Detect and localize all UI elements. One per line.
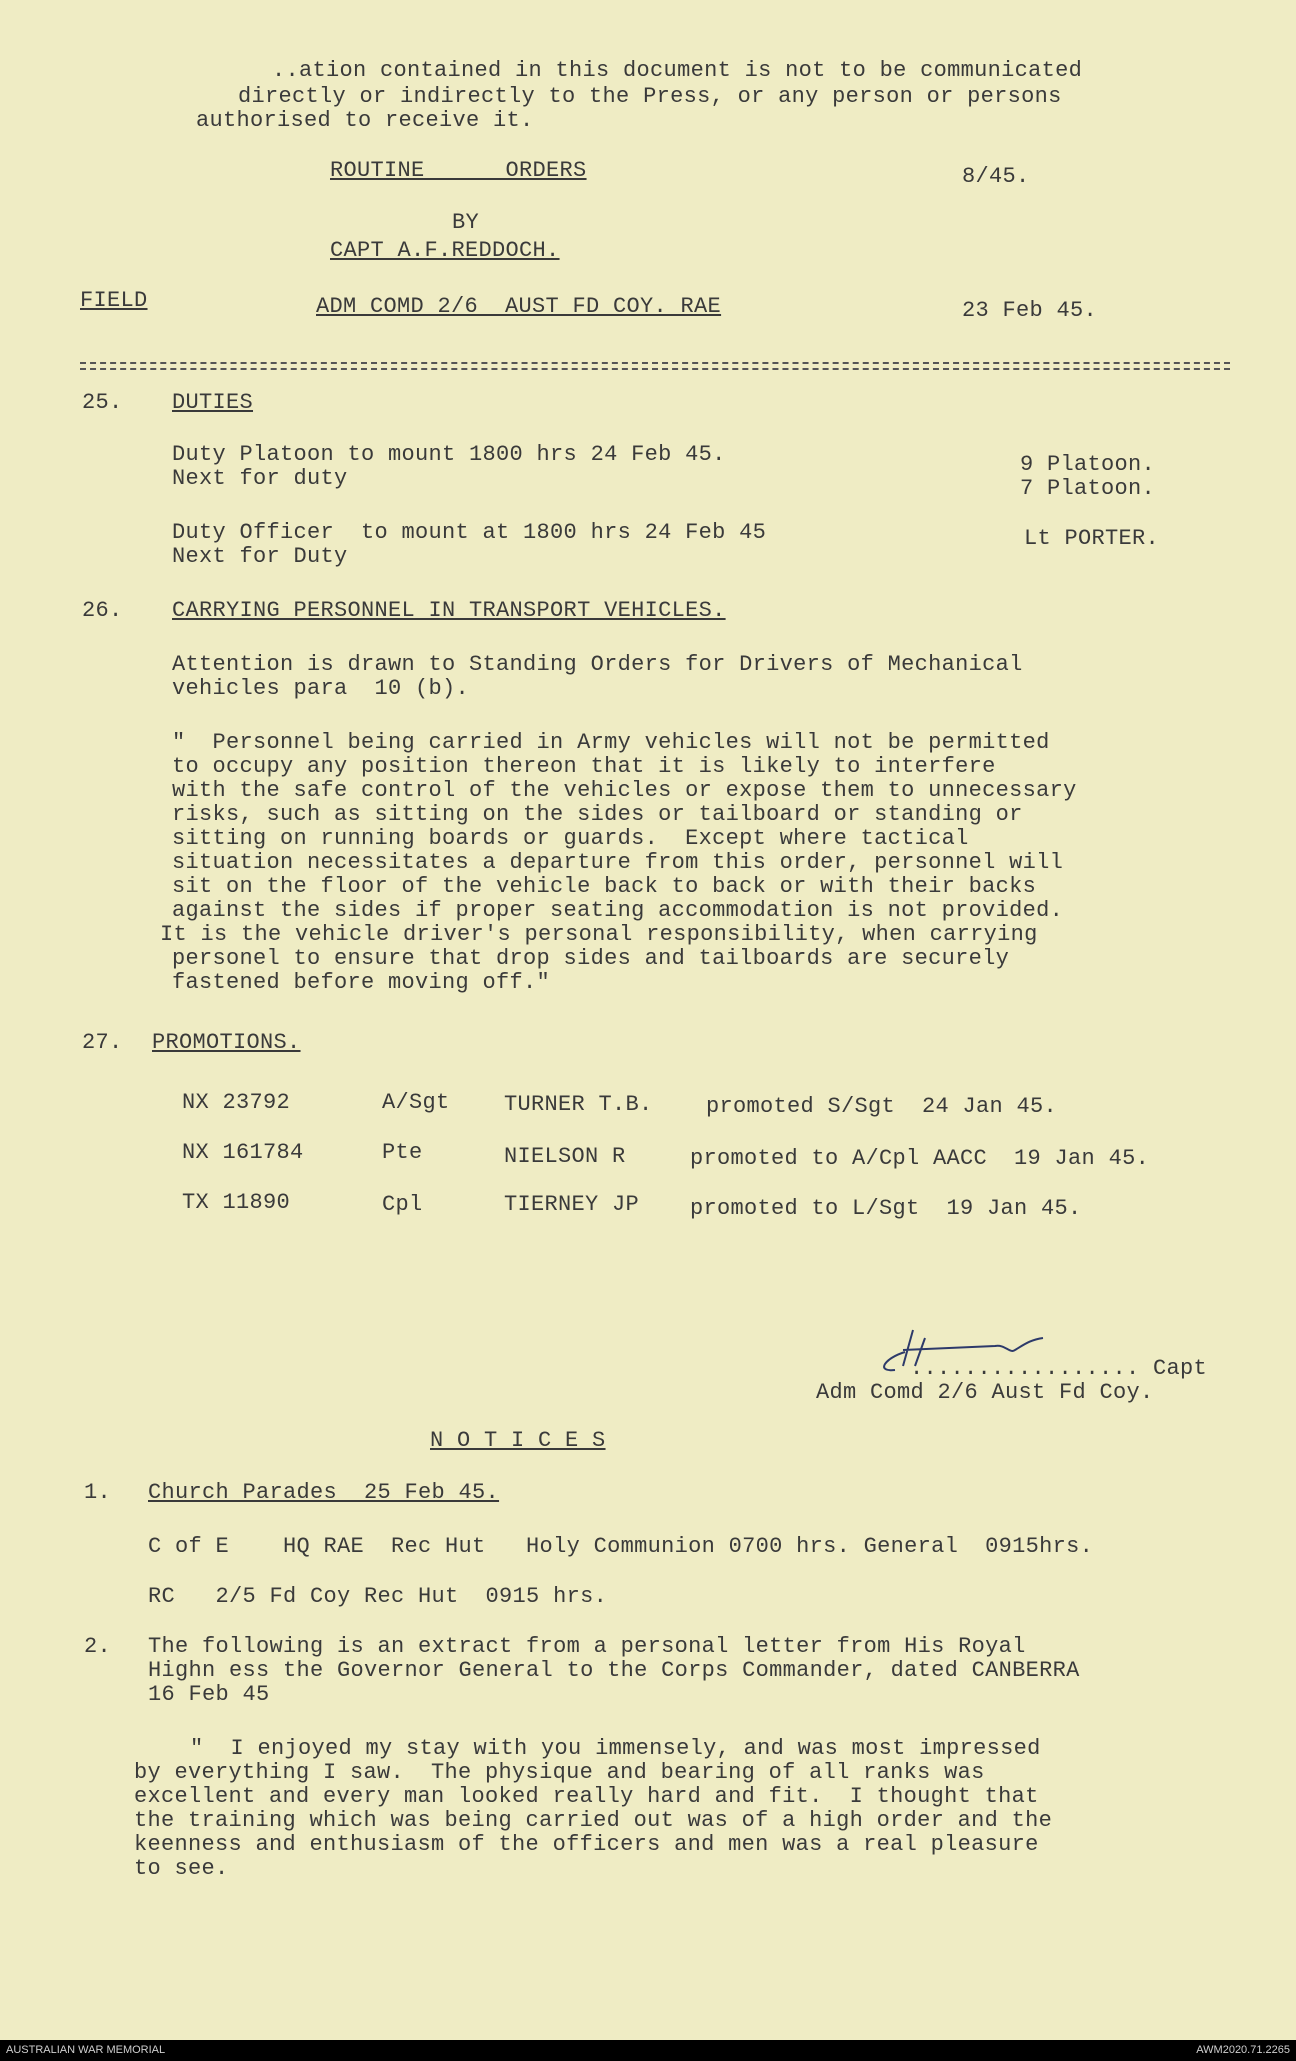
- notice-2-line-1: The following is an extract from a personal letter from His Royal: [148, 1634, 1026, 1659]
- notice-2-number: 2.: [84, 1634, 112, 1659]
- order-25-line-2-value: 7 Platoon.: [1020, 476, 1156, 501]
- confidentiality-line-1: ..ation contained in this document is not to be communicated: [272, 58, 1083, 83]
- order-26-quote-7: sit on the floor of the vehicle back to back or with their backs: [172, 874, 1037, 899]
- order-25-number: 25.: [82, 390, 123, 415]
- archive-footer: [0, 2040, 1296, 2061]
- order-26-quote-2: to occupy any position thereon that it is likely to interfere: [172, 754, 996, 779]
- confidentiality-line-2: directly or indirectly to the Press, or any person or persons: [238, 84, 1062, 109]
- by-label: BY: [452, 210, 480, 235]
- order-26-title: CARRYING PERSONNEL IN TRANSPORT VEHICLES.: [172, 598, 726, 623]
- order-26-quote-4: risks, such as sitting on the sides or tailboard or standing or: [172, 802, 1023, 827]
- notice-2-quote-6: to see.: [134, 1856, 229, 1881]
- order-27-title: PROMOTIONS.: [152, 1030, 301, 1055]
- confidentiality-line-3: authorised to receive it.: [196, 108, 534, 133]
- order-26-quote-1: " Personnel being carried in Army vehicles will not be permitted: [172, 730, 1050, 755]
- notice-2-line-2: Highn ess the Governor General to the Corps Commander, dated CANBERRA: [148, 1658, 1080, 1683]
- order-25-line-2: Next for duty: [172, 466, 348, 491]
- notice-1-line-2: RC 2/5 Fd Coy Rec Hut 0915 hrs.: [148, 1584, 608, 1609]
- person-name: TIERNEY JP: [504, 1192, 640, 1217]
- footer-source: AUSTRALIAN WAR MEMORIAL: [6, 2044, 166, 2056]
- rank: Pte: [382, 1140, 423, 1165]
- order-25-line-3: Duty Officer to mount at 1800 hrs 24 Feb 45: [172, 520, 767, 545]
- order-26-quote-5: sitting on running boards or guards. Except where tactical: [172, 826, 969, 851]
- order-25-title: DUTIES: [172, 390, 254, 415]
- order-25-line-1-value: 9 Platoon.: [1020, 452, 1156, 477]
- order-27-number: 27.: [82, 1030, 123, 1055]
- notice-1-title: Church Parades 25 Feb 45.: [148, 1480, 500, 1505]
- notice-1-number: 1.: [84, 1480, 112, 1505]
- person-name: NIELSON R: [504, 1144, 626, 1169]
- order-number: 8/45.: [962, 164, 1030, 189]
- unit-name: ADM COMD 2/6 AUST FD COY. RAE: [316, 294, 722, 319]
- header-divider: [80, 362, 1230, 364]
- notice-2-quote-4: the training which was being carried out was of a high order and the: [134, 1808, 1053, 1833]
- service-number: NX 161784: [182, 1140, 304, 1165]
- promotion-text: promoted to A/Cpl AACC 19 Jan 45.: [690, 1146, 1150, 1171]
- order-26-quote-6: situation necessitates a departure from this order, personnel will: [172, 850, 1064, 875]
- order-26-quote-3: with the safe control of the vehicles or expose them to unnecessary: [172, 778, 1077, 803]
- order-26-intro-2: vehicles para 10 (b).: [172, 676, 470, 701]
- notice-1-line-1: C of E HQ RAE Rec Hut Holy Communion 0700 hrs. General 0915hrs.: [148, 1534, 1094, 1559]
- service-number: TX 11890: [182, 1190, 291, 1215]
- document-date: 23 Feb 45.: [962, 298, 1098, 323]
- order-26-quote-11: fastened before moving off.": [172, 970, 551, 995]
- order-26-quote-9: It is the vehicle driver's personal responsibility, when carrying: [160, 922, 1038, 947]
- notice-2-quote-3: excellent and every man looked really hard and fit. I thought that: [134, 1784, 1039, 1809]
- order-25-line-4: Next for Duty: [172, 544, 348, 569]
- promotion-text: promoted to L/Sgt 19 Jan 45.: [690, 1196, 1082, 1221]
- promotion-text: promoted S/Sgt 24 Jan 45.: [706, 1094, 1058, 1119]
- notice-2-line-3: 16 Feb 45: [148, 1682, 270, 1707]
- order-26-intro-1: Attention is drawn to Standing Orders for Drivers of Mechanical: [172, 652, 1023, 677]
- order-25-line-1: Duty Platoon to mount 1800 hrs 24 Feb 45.: [172, 442, 726, 467]
- header-divider-2: [80, 368, 1230, 370]
- order-26-quote-10: personel to ensure that drop sides and tailboards are securely: [172, 946, 1010, 971]
- notices-heading: N O T I C E S: [430, 1428, 606, 1453]
- order-26-number: 26.: [82, 598, 123, 623]
- service-number: NX 23792: [182, 1090, 291, 1115]
- field-label: FIELD: [80, 288, 148, 313]
- footer-reference: AWM2020.71.2265: [1196, 2044, 1290, 2056]
- author-name: CAPT A.F.REDDOCH.: [330, 238, 560, 263]
- rank: Cpl: [382, 1192, 423, 1217]
- rank: A/Sgt: [382, 1090, 450, 1115]
- notice-2-quote-2: by everything I saw. The physique and bearing of all ranks was: [134, 1760, 985, 1785]
- person-name: TURNER T.B.: [504, 1092, 653, 1117]
- signature-title: Adm Comd 2/6 Aust Fd Coy.: [816, 1380, 1154, 1405]
- notice-2-quote-5: keenness and enthusiasm of the officers and men was a real pleasure: [134, 1832, 1039, 1857]
- signature-line: ................. Capt: [910, 1356, 1208, 1381]
- order-25-line-3-value: Lt PORTER.: [1024, 526, 1160, 551]
- notice-2-quote-1: " I enjoyed my stay with you immensely, and was most impressed: [190, 1736, 1041, 1761]
- order-26-quote-8: against the sides if proper seating accommodation is not provided.: [172, 898, 1064, 923]
- document-title: ROUTINE ORDERS: [330, 158, 587, 183]
